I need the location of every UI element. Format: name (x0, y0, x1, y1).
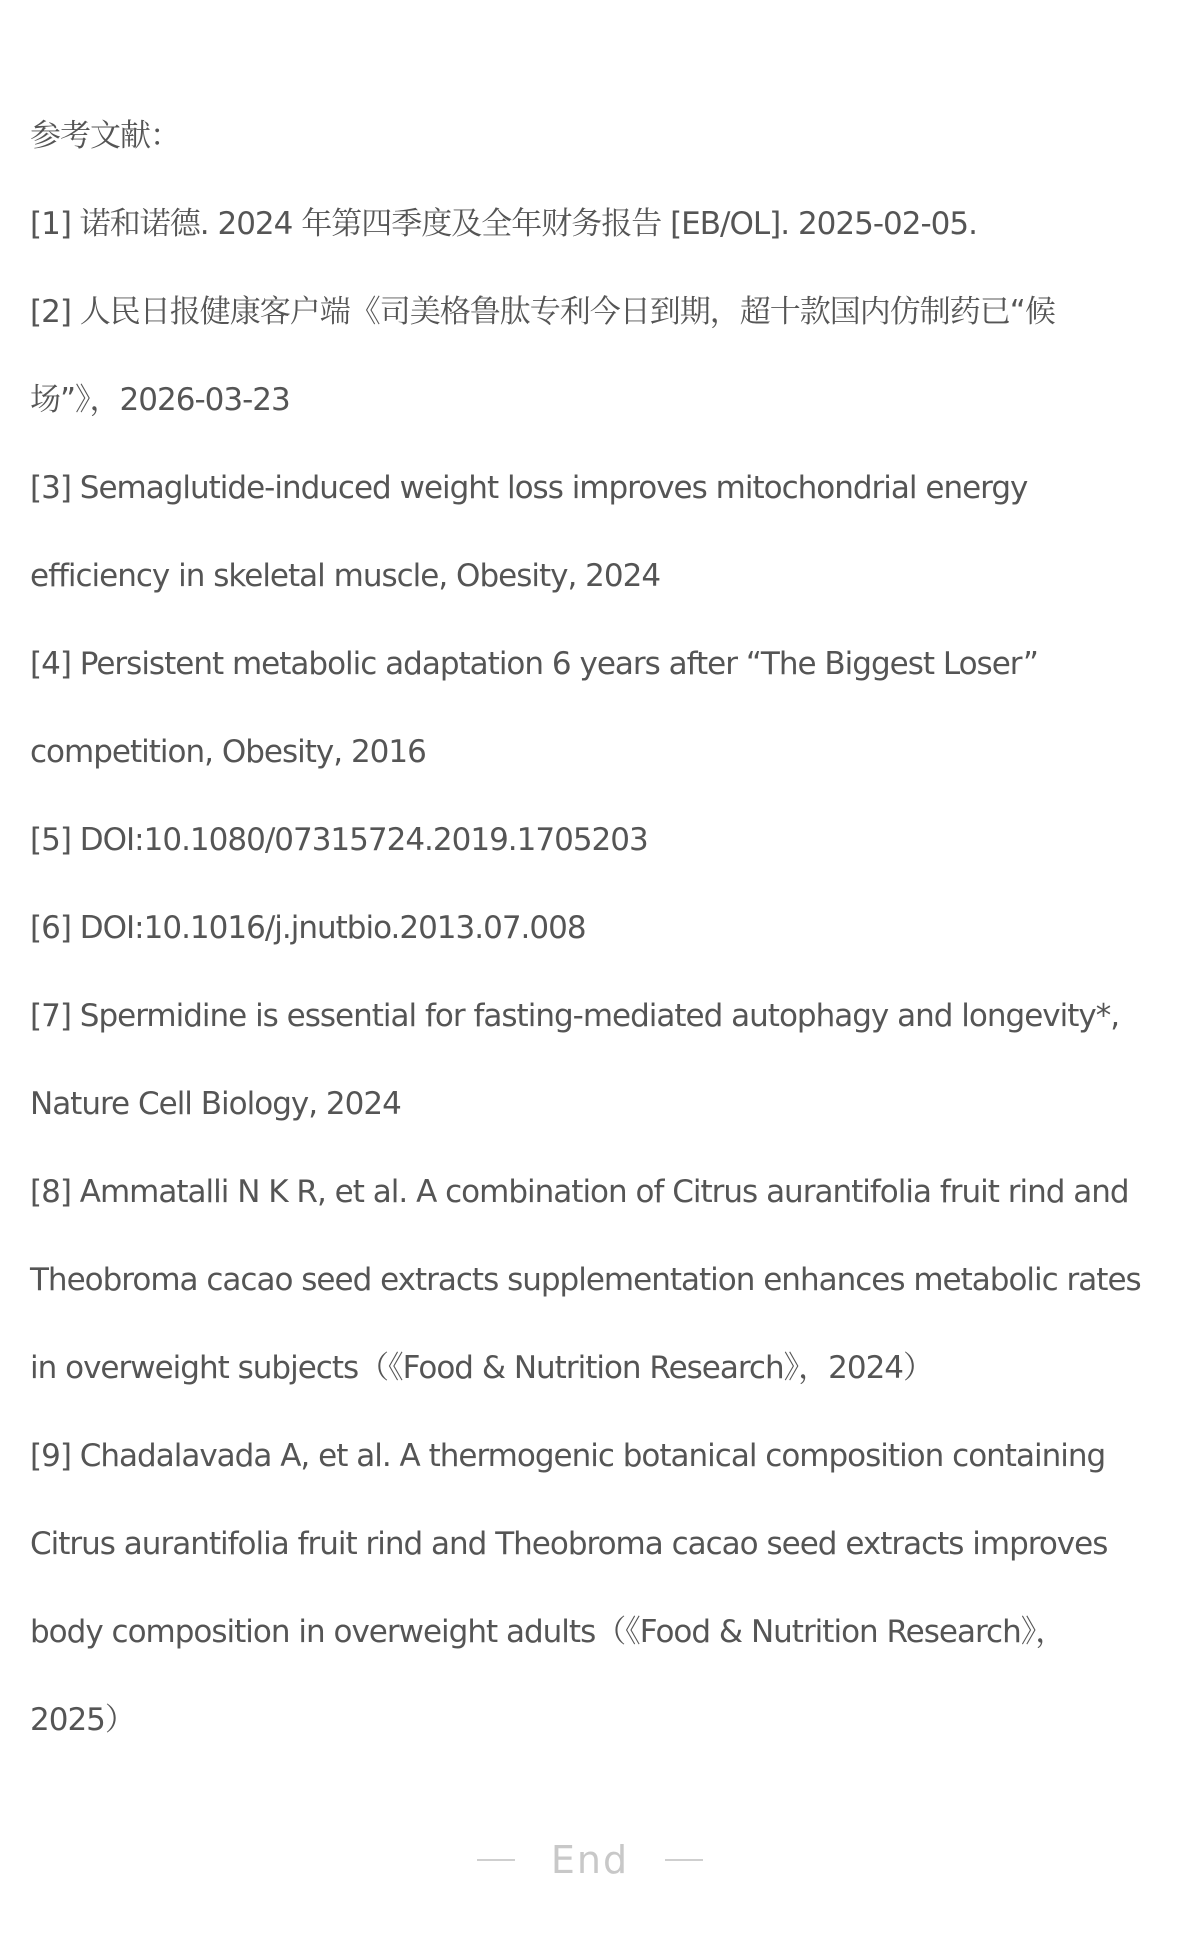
reference-item-3: [3] Semaglutide-induced weight loss improves mitochondrial energy efficiency in skeletal muscle, Obesity, 2024 (30, 470, 1028, 594)
references-section (30, 92, 1142, 1764)
reference-item-5: [5] DOI:10.1080/07315724.2019.1705203 (30, 822, 648, 858)
reference-item-7: [7] Spermidine is essential for fasting-mediated autophagy and longevity*, Nature Cell Biology, 2024 (30, 998, 1120, 1122)
end-label: End (550, 1838, 630, 1882)
reference-item-2: [2] 人民日报健康客户端《司美格鲁肽专利今日到期，超十款国内仿制药已“候场”》，2026-03-23 (30, 294, 1055, 418)
end-marker (0, 1830, 1180, 1890)
reference-item-1: [1] 诺和诺德. 2024 年第四季度及全年财务报告 [EB/OL]. 2025-02-05. (30, 206, 977, 242)
end-dash-right (665, 1859, 703, 1861)
reference-item-6: [6] DOI:10.1016/j.jnutbio.2013.07.008 (30, 910, 586, 946)
references-heading: 参考文献： (30, 118, 180, 154)
reference-item-4: [4] Persistent metabolic adaptation 6 years after “The Biggest Loser” competition, Obesity, 2016 (30, 646, 1038, 770)
reference-item-8: [8] Ammatalli N K R, et al. A combination of Citrus aurantifolia fruit rind and Theobroma cacao seed extracts supplementation enhances metabolic rates in overweight subjects（《Food & Nutrition Research》，2024） (30, 1174, 1141, 1386)
end-dash-left (477, 1859, 515, 1861)
reference-item-9: [9] Chadalavada A, et al. A thermogenic botanical composition containing Citrus aurantifolia fruit rind and Theobroma cacao seed extracts improves body composition in overweight adults（《Food & Nutrition Research》，2025） (30, 1438, 1108, 1738)
